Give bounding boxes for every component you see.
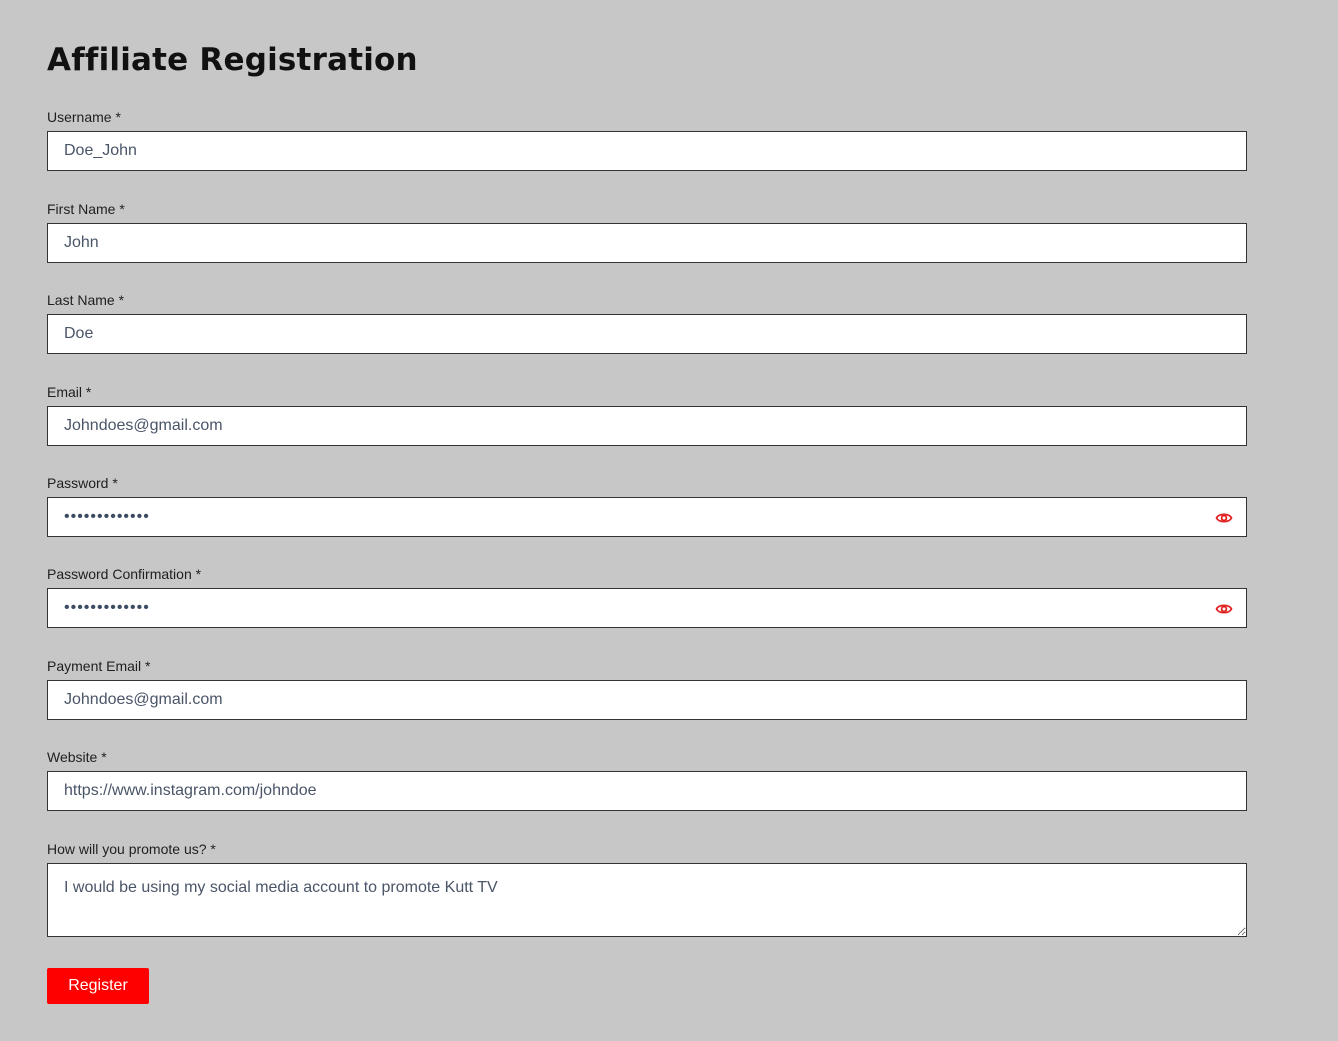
promotion-textarea[interactable]	[48, 864, 1246, 936]
username-label: Username *	[47, 109, 121, 125]
payment-email-box	[47, 680, 1247, 720]
password-confirmation-box	[47, 588, 1247, 628]
username-input[interactable]	[48, 132, 1246, 170]
registration-form	[47, 40, 1247, 994]
last-name-field-group	[47, 291, 1247, 354]
password-confirmation-label: Password Confirmation *	[47, 566, 202, 582]
last-name-box	[47, 314, 1247, 354]
password-label: Password *	[47, 475, 118, 491]
payment-email-field-group	[47, 657, 1247, 720]
payment-email-input[interactable]	[48, 681, 1246, 719]
password-confirmation-field-group	[47, 565, 1247, 628]
password-field-group	[47, 474, 1247, 537]
first-name-input[interactable]	[48, 224, 1246, 262]
username-box	[47, 131, 1247, 171]
email-label: Email *	[47, 384, 92, 400]
last-name-label: Last Name *	[47, 292, 125, 308]
website-box	[47, 771, 1247, 811]
eye-icon[interactable]	[1215, 509, 1233, 527]
password-confirmation-input[interactable]	[48, 589, 1246, 627]
page-title: Affiliate Registration	[47, 42, 418, 78]
first-name-field-group	[47, 200, 1247, 263]
website-label: Website *	[47, 749, 107, 765]
register-button[interactable]: Register	[47, 968, 149, 1004]
username-field-group	[47, 108, 1247, 171]
payment-email-label: Payment Email *	[47, 658, 151, 674]
email-box	[47, 406, 1247, 446]
website-input[interactable]	[48, 772, 1246, 810]
email-input[interactable]	[48, 407, 1246, 445]
promotion-box	[47, 863, 1247, 937]
password-input[interactable]	[48, 498, 1246, 536]
promotion-label: How will you promote us? *	[47, 841, 216, 857]
last-name-input[interactable]	[48, 315, 1246, 353]
email-field-group	[47, 383, 1247, 446]
password-box	[47, 497, 1247, 537]
first-name-box	[47, 223, 1247, 263]
eye-icon[interactable]	[1215, 600, 1233, 618]
eye-icon-graphic	[1215, 600, 1233, 618]
website-field-group	[47, 748, 1247, 811]
promotion-field-group	[47, 840, 1247, 937]
eye-icon-graphic	[1215, 509, 1233, 527]
first-name-label: First Name *	[47, 201, 125, 217]
